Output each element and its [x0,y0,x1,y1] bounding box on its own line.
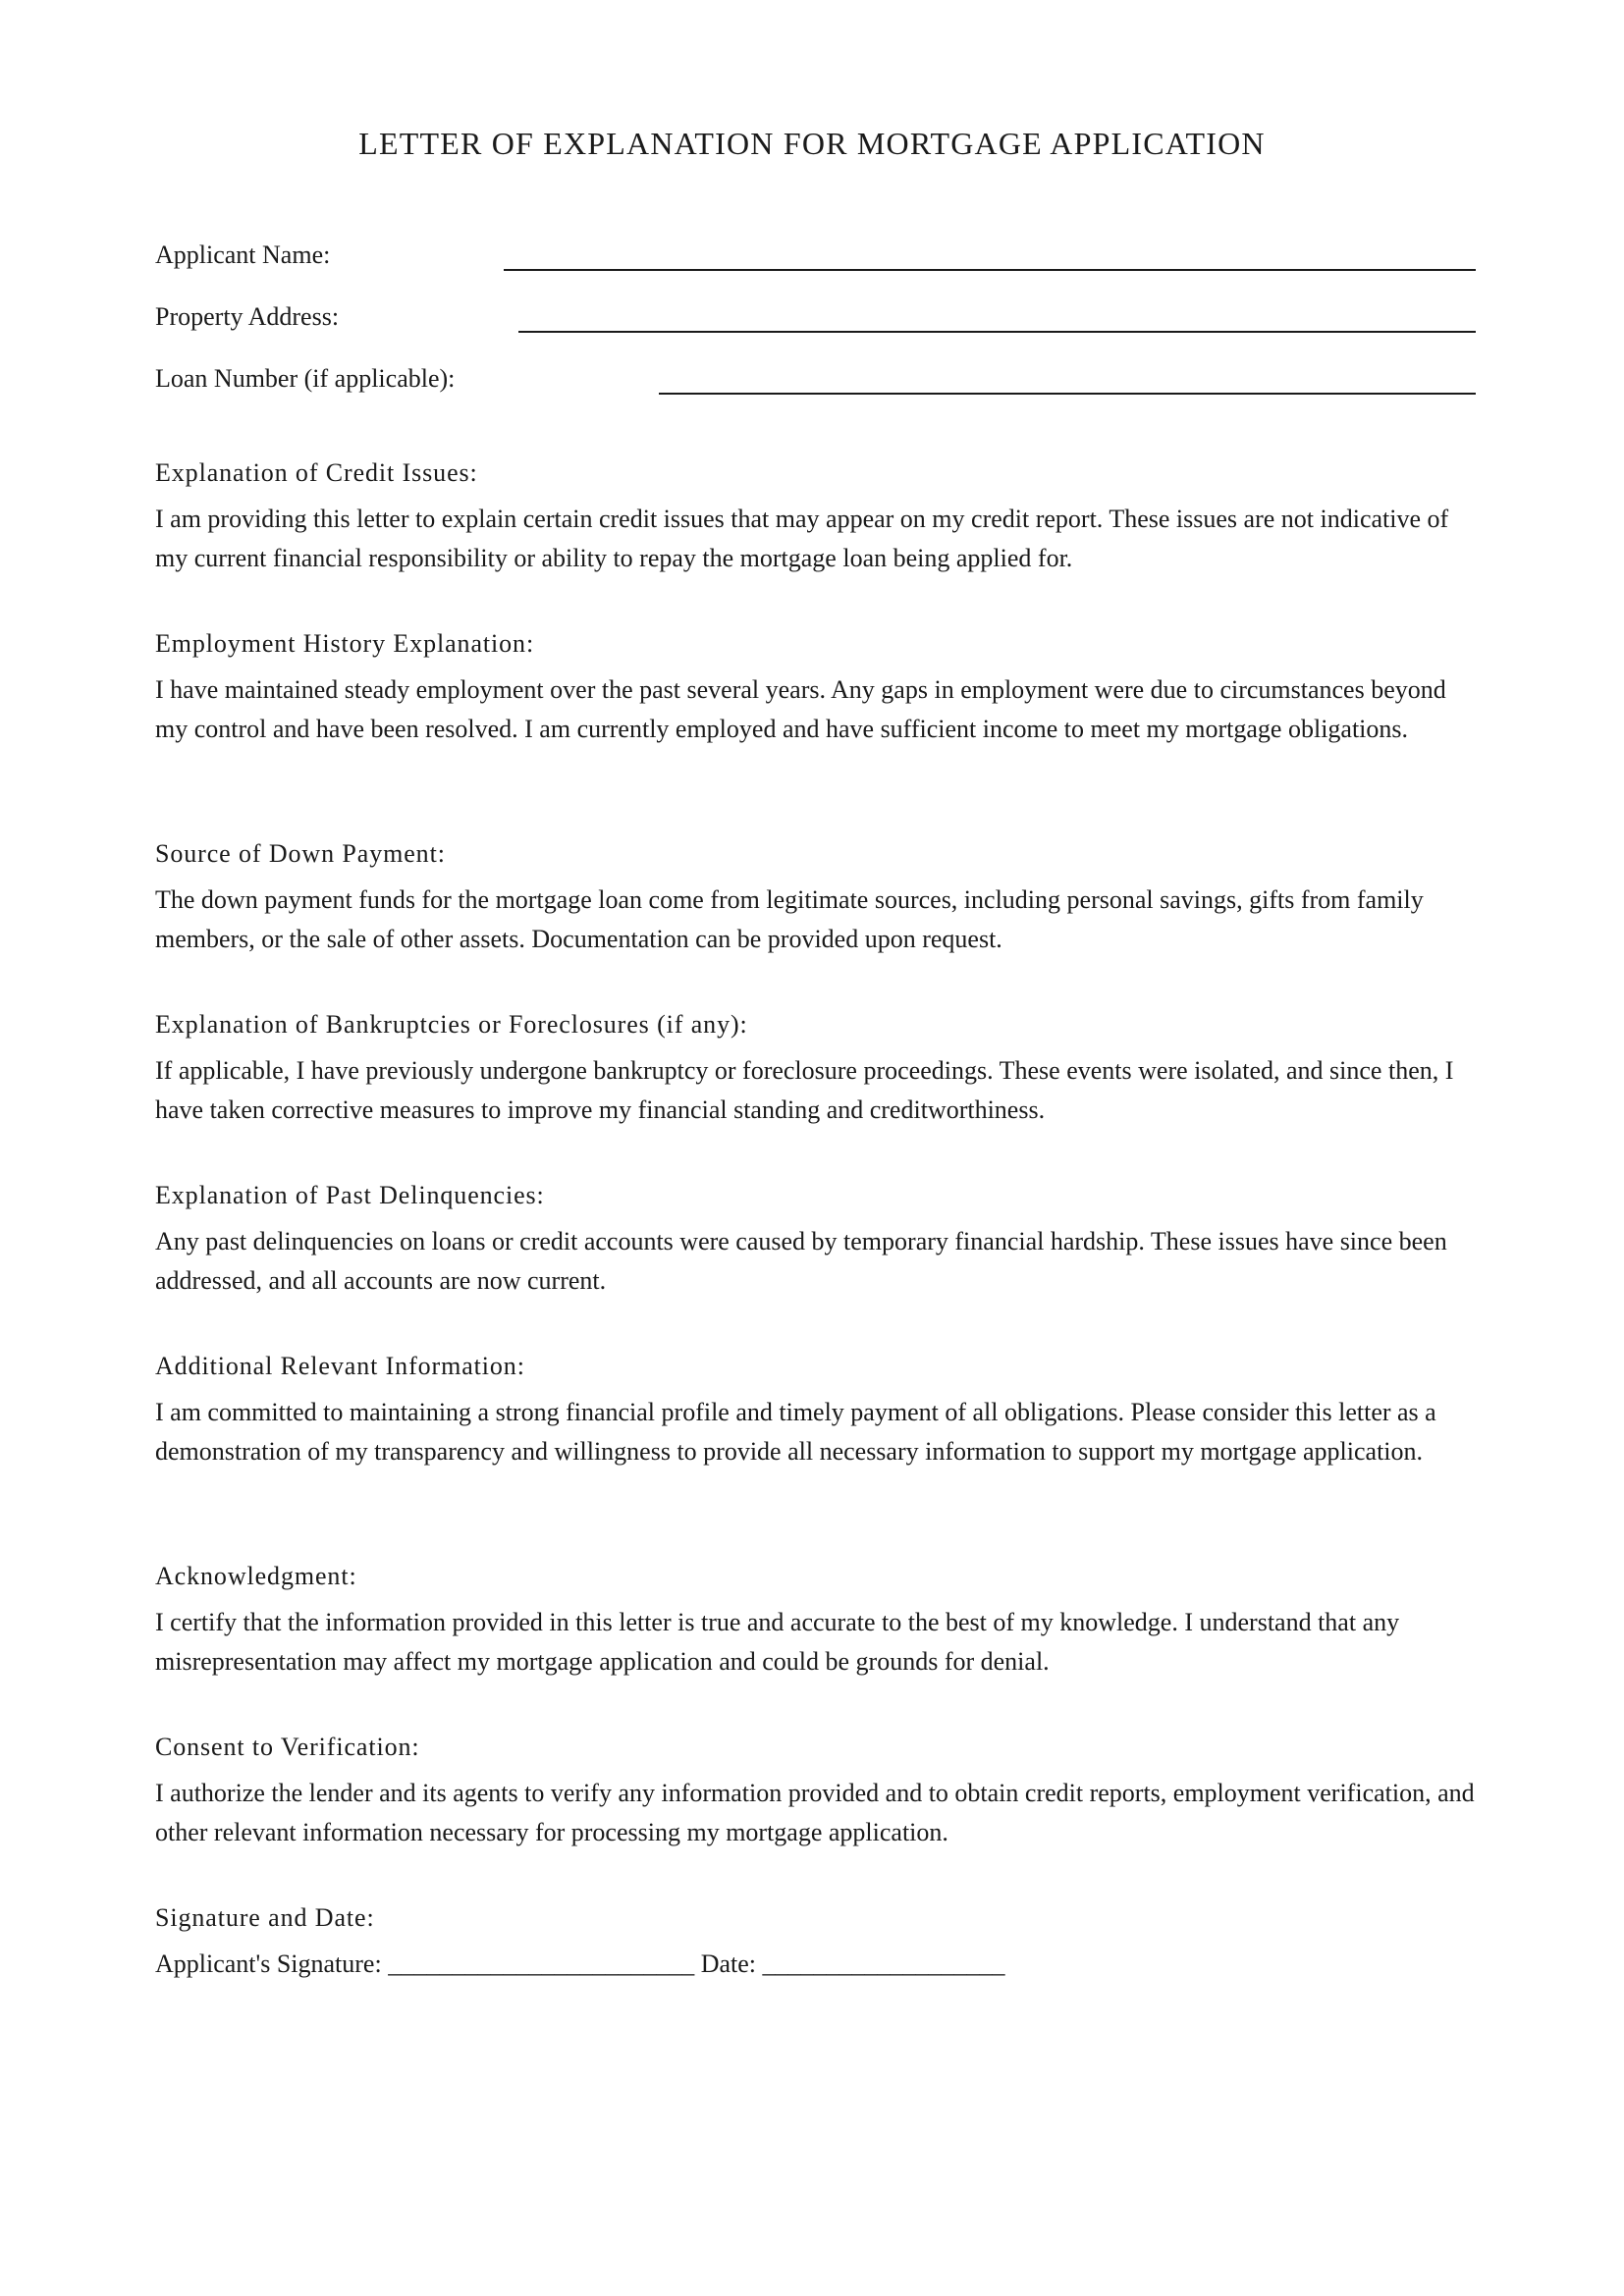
section-body: If applicable, I have previously undergone bankruptcy or foreclosure proceedings. These events were isolated, and since then, I have taken corrective measures to improve my financial standing and creditworthiness. [155,1056,1454,1124]
section-body: I certify that the information provided in this letter is true and accurate to the best of my knowledge. I understand that any misrepresentation may affect my mortgage application and could be grounds for denial. [155,1608,1400,1676]
section-body: I authorize the lender and its agents to verify any information provided and to obtain credit reports, employment verification, and other relevant information necessary for processing my mortgage application. [155,1779,1475,1846]
section-down-payment [155,836,1476,959]
section-signature [155,1900,1476,1984]
section-heading: Source of Down Payment: [155,839,446,868]
section-heading: Explanation of Credit Issues: [155,458,478,487]
signature-date-line[interactable]: Applicant's Signature: ________________________ Date: ___________________ [155,1949,1005,1978]
loan-number-label: Loan Number (if applicable): [155,364,456,393]
section-heading: Additional Relevant Information: [155,1352,525,1380]
section-body: I have maintained steady employment over the past several years. Any gaps in employment were due to circumstances beyond my control and have been resolved. I am currently employed and have sufficient income to meet my mortgage obligations. [155,675,1446,743]
property-address-line[interactable] [518,331,1476,333]
section-heading: Consent to Verification: [155,1733,420,1761]
section-body: I am committed to maintaining a strong financial profile and timely payment of all obligations. Please consider this letter as a demonstration of my transparency and willingness to provide all necessary information to support my mortgage application. [155,1398,1436,1466]
section-heading: Explanation of Bankruptcies or Foreclosures (if any): [155,1010,748,1039]
section-employment-history [155,626,1476,749]
section-body: I am providing this letter to explain certain credit issues that may appear on my credit report. These issues are not indicative of my current financial responsibility or ability to repay the mortgage loan being applied for. [155,505,1449,572]
section-acknowledgment [155,1559,1476,1682]
section-body: The down payment funds for the mortgage loan come from legitimate sources, including personal savings, gifts from family members, or the sale of other assets. Documentation can be provided upon request. [155,885,1424,953]
section-body: Any past delinquencies on loans or credit accounts were caused by temporary financial hardship. These issues have since been addressed, and all accounts are now current. [155,1227,1447,1295]
property-address-label: Property Address: [155,302,340,331]
applicant-name-label: Applicant Name: [155,240,331,269]
property-address-field [155,299,1476,339]
loan-number-field [155,361,1476,400]
section-credit-issues [155,455,1476,578]
section-delinquencies [155,1178,1476,1301]
section-heading: Explanation of Past Delinquencies: [155,1181,545,1209]
section-heading: Employment History Explanation: [155,629,535,658]
document-title: LETTER OF EXPLANATION FOR MORTGAGE APPLICATION [358,126,1266,161]
section-additional-info [155,1349,1476,1471]
applicant-name-line[interactable] [504,269,1476,271]
signature-heading: Signature and Date: [155,1903,375,1932]
section-heading: Acknowledgment: [155,1562,357,1590]
loan-number-line[interactable] [659,393,1476,395]
applicant-name-field [155,238,1476,277]
section-bankruptcies [155,1007,1476,1130]
section-consent [155,1730,1476,1852]
